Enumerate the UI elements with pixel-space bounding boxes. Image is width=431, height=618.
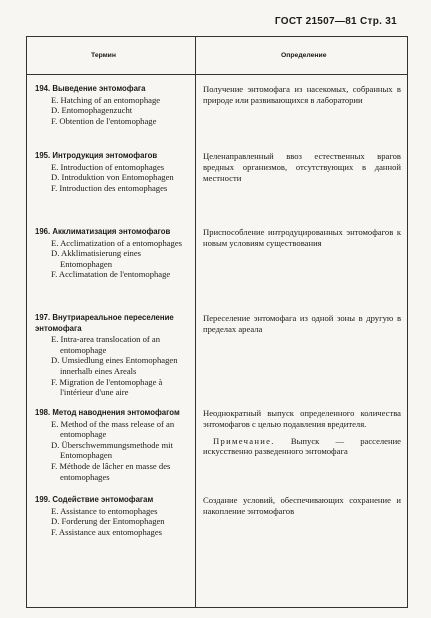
translation-en: E. Introduction of entomophages: [51, 161, 165, 172]
translation-en: E. Method of the mass release of an entomophage: [51, 418, 175, 440]
term-column-header: Термин: [91, 52, 116, 59]
translation-de: D. Forderung der Entomophagen: [51, 516, 165, 527]
definition-cell: Приспособление интродуцированных энтомофагов к новым условиям существования: [203, 227, 401, 248]
term-cell: [35, 313, 190, 398]
translation-fr: F. Assistance aux entomophages: [51, 526, 163, 537]
note-label: Примечание.: [213, 435, 275, 446]
translation-en: E. Acclimatization of a entomophages: [51, 237, 183, 248]
term-cell: [35, 227, 190, 280]
translation-fr: F. Introduction des entomophages: [51, 182, 168, 193]
term-heading: 199. Содействие энтомофагам: [35, 495, 154, 504]
term-heading: 197. Внутриареальное переселение энтомофага: [35, 313, 174, 333]
translation-de: D. Introduktion von Entomophagen: [51, 172, 174, 183]
terms-table: [26, 36, 408, 608]
translation-fr: F. Acclimatation de l'entomophage: [51, 269, 171, 280]
term-cell: [35, 495, 190, 537]
definition-text: Неоднократный выпуск определенного количества энтомофагов с целью подавления вредителя.: [203, 408, 401, 429]
note-text: Выпуск — расселение искусственно разведенного энтомофага: [203, 435, 401, 457]
translation-en: E. Assistance to entomophages: [51, 505, 158, 516]
page-header: ГОСТ 21507—81 Стр. 31: [274, 16, 397, 27]
term-heading: 194. Выведение энтомофага: [35, 84, 146, 93]
translation-fr: F. Migration de l'entomophage à l'intérieur d'une aire: [51, 376, 163, 398]
column-divider: [195, 37, 196, 607]
definition-cell: [203, 408, 401, 457]
translation-de: D. Entomophagenzucht: [51, 105, 133, 116]
term-cell: [35, 151, 190, 193]
table-header-row: [27, 37, 407, 75]
term-cell: [35, 408, 190, 482]
definition-cell: Получение энтомофага из насекомых, собранных в природе или развивающихся в лаборатории: [203, 84, 401, 105]
term-cell: [35, 84, 190, 126]
translation-fr: F. Méthode de lâcher en masse des entomophages: [51, 460, 171, 482]
term-heading: 196. Акклиматизация энтомофагов: [35, 227, 171, 236]
term-heading: 198. Метод наводнения энтомофагом: [35, 408, 180, 417]
note: [203, 436, 401, 458]
definition-column-header: Определение: [281, 52, 327, 59]
definition-cell: Создание условий, обеспечивающих сохранение и накопление энтомофагов: [203, 495, 401, 516]
translation-de: D. Überschwemmungsmethode mit Entomophagen: [51, 439, 173, 461]
definition-cell: Переселение энтомофага из одной зоны в другую в пределах ареала: [203, 313, 401, 334]
term-heading: 195. Интродукция энтомофагов: [35, 151, 158, 160]
translation-fr: F. Obtention de l'entomophage: [51, 115, 157, 126]
translation-en: E. Hatching of an entomophage: [51, 94, 161, 105]
definition-cell: Целенаправленный ввоз естественных врагов вредных организмов, отсутствующих в данной местности: [203, 151, 401, 183]
translation-de: D. Akklimatisierung eines Entomophagen: [51, 248, 141, 269]
translation-en: E. Intra-area translocation of an entomophage: [51, 334, 161, 355]
translation-de: D. Umsiedlung eines Entomophagen innerhalb eines Areals: [51, 355, 178, 376]
